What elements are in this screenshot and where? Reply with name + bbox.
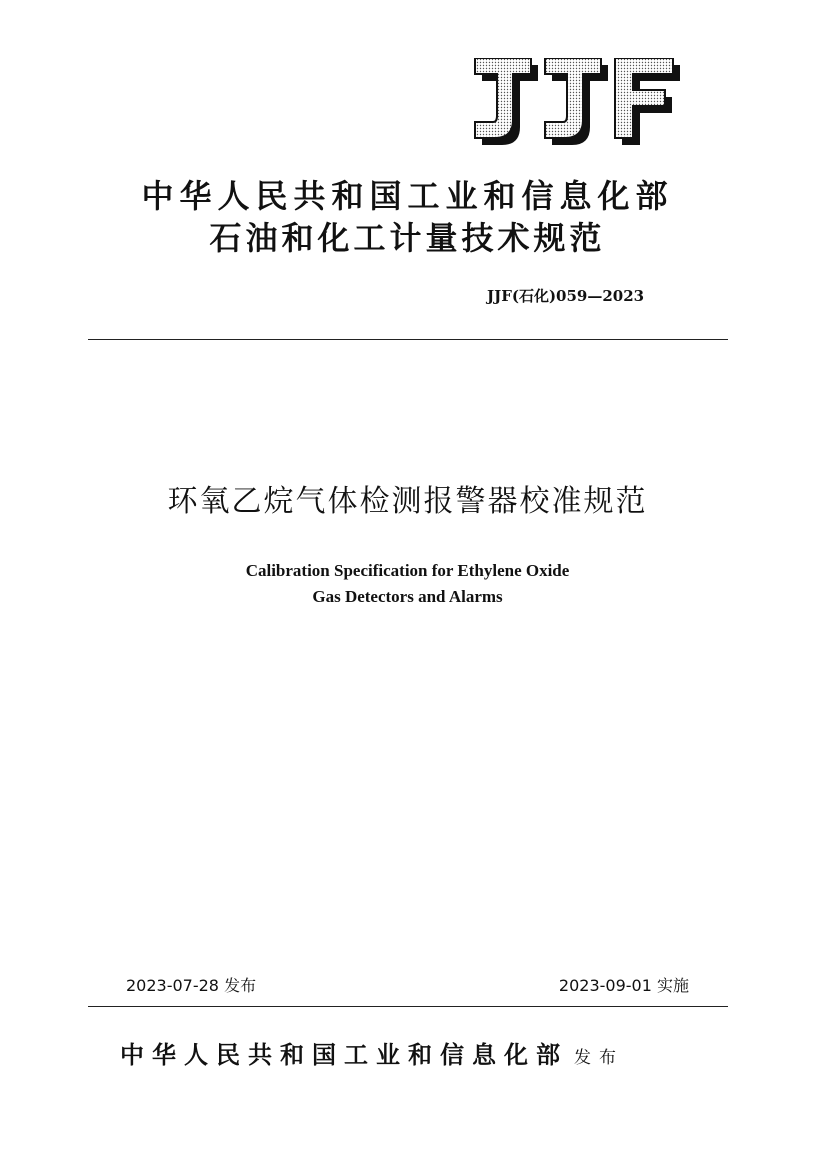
implementation-date: 2023-09-01 实施 xyxy=(558,976,689,995)
jjf-logo xyxy=(473,58,683,146)
chinese-title: 环氧乙烷气体检测报警器校准规范 xyxy=(167,484,648,519)
document-code: JJF(石化)059—2023 xyxy=(487,287,645,305)
bottom-divider xyxy=(88,1006,728,1007)
specification-series-title: 石油和化工计量技术规范 xyxy=(209,219,606,257)
issue-date: 2023-07-28 发布 xyxy=(126,976,257,995)
english-title-line2: Gas Detectors and Alarms xyxy=(312,587,503,606)
issuing-ministry-title: 中华人民共和国工业和信息化部 xyxy=(141,177,674,215)
publish-action: 发布 xyxy=(574,1048,624,1068)
publisher-name: 中华人民共和国工业和信息化部 xyxy=(120,1040,568,1069)
english-title-line1: Calibration Specification for Ethylene Oxide xyxy=(245,561,570,580)
publisher-line xyxy=(120,1038,624,1075)
top-divider xyxy=(88,339,728,340)
